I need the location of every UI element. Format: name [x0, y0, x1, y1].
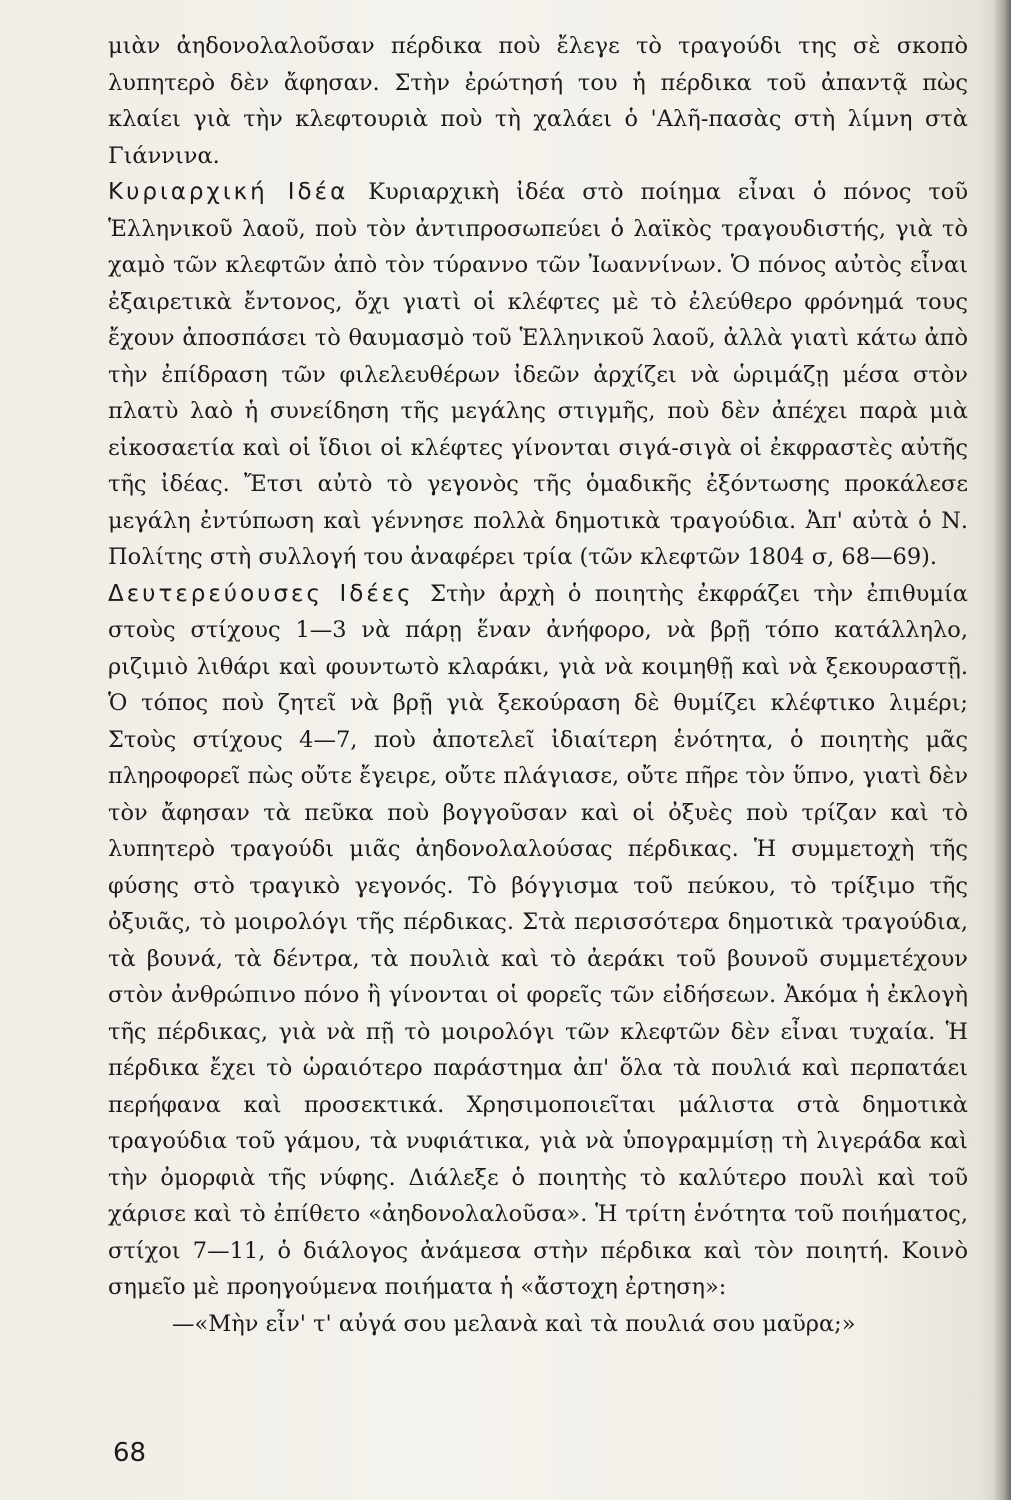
paragraph-secondary-ideas-text: Στὴν ἀρχὴ ὁ ποιητὴς ἐκφράζει τὴν ἐπιθυμία στοὺς στίχους 1—3 νὰ πάρῃ ἕναν ἀνήφορο, νὰ βρῇ τόπο κατάλληλο, ριζιμιὸ λιθάρι καὶ φουντωτὸ κλαράκι, γιὰ νὰ κοιμηθῇ καὶ νὰ ξεκουραστῇ. Ὁ τόπος ποὺ ζητεῖ νὰ βρῇ γιὰ ξεκούραση δὲ θυμίζει κλέφτικο λιμέρι; Στοὺς στίχους 4—7, ποὺ ἀποτελεῖ ἰδιαίτερη ἑνότητα, ὁ ποιητὴς μᾶς πληροφορεῖ πὼς οὔτε ἔγειρε, οὔτε πλάγιασε, οὔτε πῆρε τὸν ὕπνο, γιατὶ δὲν τὸν ἄφησαν τὰ πεῦκα ποὺ βογγοῦσαν καὶ οἱ ὀξυὲς ποὺ τρίζαν καὶ τὸ λυπητερὸ τραγούδι μιᾶς ἀηδονολαλούσας πέρδικας. Ἡ συμμετοχὴ τῆς φύσης στὸ τραγικὸ γεγονός. Τὸ βόγγισμα τοῦ πεύκου, τὸ τρίξιμο τῆς ὀξυιᾶς, τὸ μοιρολόγι τῆς πέρδικας. Στὰ περισσότερα δημοτικὰ τραγούδια, τὰ βουνά, τὰ δέντρα, τὰ πουλιὰ καὶ τὸ ἀεράκι τοῦ βουνοῦ συμμετέχουν στὸν ἀνθρώπινο πόνο ἢ γίνονται οἱ φορεῖς τῶν εἰδήσεων. Ἀκόμα ἡ ἐκλογὴ τῆς πέρδικας, γιὰ νὰ πῇ τὸ μοιρολόγι τῶν κλεφτῶν δὲν εἶναι τυχαία. Ἡ πέρδικα ἔχει τὸ ὡραιότερο παράστημα ἀπ' ὅλα τὰ πουλιά καὶ περπατάει περήφανα καὶ προσεκτικά. Χρησιμοποιεῖται μάλιστα στὰ δημοτικὰ τραγούδια τοῦ γάμου, τὰ νυφιάτικα, γιὰ νὰ ὑπογραμμίσῃ τὴ λιγεράδα καὶ τὴν ὀμορφιὰ τῆς νύφης. Διάλεξε ὁ ποιητὴς τὸ καλύτερο πουλὶ καὶ τοῦ χάρισε καὶ τὸ ἐπίθετο «ἀηδονολαλοῦσα». Ἡ τρίτη ἑνότητα τοῦ ποιήματος, στίχοι 7—11, ὁ διάλογος ἀνάμεσα στὴν πέρδικα καὶ τὸν ποιητή. Κοινὸ σημεῖο μὲ προηγούμενα ποιήματα ἡ «ἄστοχη ἐρτηση»: [108, 580, 969, 1300]
page-edge-shadow [993, 0, 1011, 1500]
section-heading-secondary-ideas: Δευτερεύουσες Ιδέες [108, 580, 431, 607]
paragraph-1 [108, 28, 968, 174]
section-heading-main-idea: Κυριαρχική Ιδέα [108, 179, 369, 205]
paragraph-secondary-ideas [108, 576, 968, 1306]
paragraph-main-idea-text: Κυριαρχικὴ ἰδέα στὸ ποίημα εἶναι ὁ πόνος τοῦ Ἑλληνικοῦ λαοῦ, ποὺ τὸν ἀντιπροσωπεύει ὁ λαϊκὸς τραγουδιστής, γιὰ τὸ χαμὸ τῶν κλεφτῶν ἀπὸ τὸν τύραννο τῶν Ἰωαννίνων. Ὁ πόνος αὐτὸς εἶναι ἐξαιρετικὰ ἔντονος, ὄχι γιατὶ οἱ κλέφτες μὲ τὸ ἐλεύθερο φρόνημά τους ἔχουν ἀποσπάσει τὸ θαυμασμὸ τοῦ Ἑλληνικοῦ λαοῦ, ἀλλὰ γιατὶ κάτω ἀπὸ τὴν ἐπίδραση τῶν φιλελευθέρων ἰδεῶν ἀρχίζει νὰ ὡριμάζῃ μέσα στὸν πλατὺ λαὸ ἡ συνείδηση τῆς μεγάλης στιγμῆς, ποὺ δὲν ἀπέχει παρὰ μιὰ εἰκοσαετία καὶ οἱ ἴδιοι οἱ κλέφτες γίνονται σιγά-σιγὰ οἱ ἐκφραστὲς αὐτῆς τῆς ἰδέας. Ἔτσι αὐτὸ τὸ γεγονὸς τῆς ὁμαδικῆς ἐξόντωσης προκάλεσε μεγάλη ἐντύπωση καὶ γέννησε πολλὰ δημοτικὰ τραγούδια. Ἀπ' αὐτὰ ὁ Ν. Πολίτης στὴ συλλογή του ἀναφέρει τρία (τῶν κλεφτῶν 1804 σ, 68—69). [108, 179, 968, 570]
paragraph-1-text: μιὰν ἀηδονολαλοῦσαν πέρδικα ποὺ ἔλεγε τὸ τραγούδι της σὲ σκοπὸ λυπητερὸ δὲν ἄφησαν. Στὴν ἐρώτησή του ἡ πέρδικα τοῦ ἀπαντᾷ πὼς κλαίει γιὰ τὴν κλεφτουριὰ ποὺ τὴ χαλάει ὁ 'Αλῆ-πασὰς στὴ λίμνη στὰ Γιάννινα. [108, 33, 968, 169]
quoted-verse: —«Μὴν εἶν' τ' αὐγά σου μελανὰ καὶ τὰ πουλιά σου μαῦρα;» [172, 1310, 856, 1337]
page-number: 68 [113, 1438, 147, 1468]
paragraph-main-idea [108, 174, 968, 576]
body-text [108, 28, 968, 1342]
